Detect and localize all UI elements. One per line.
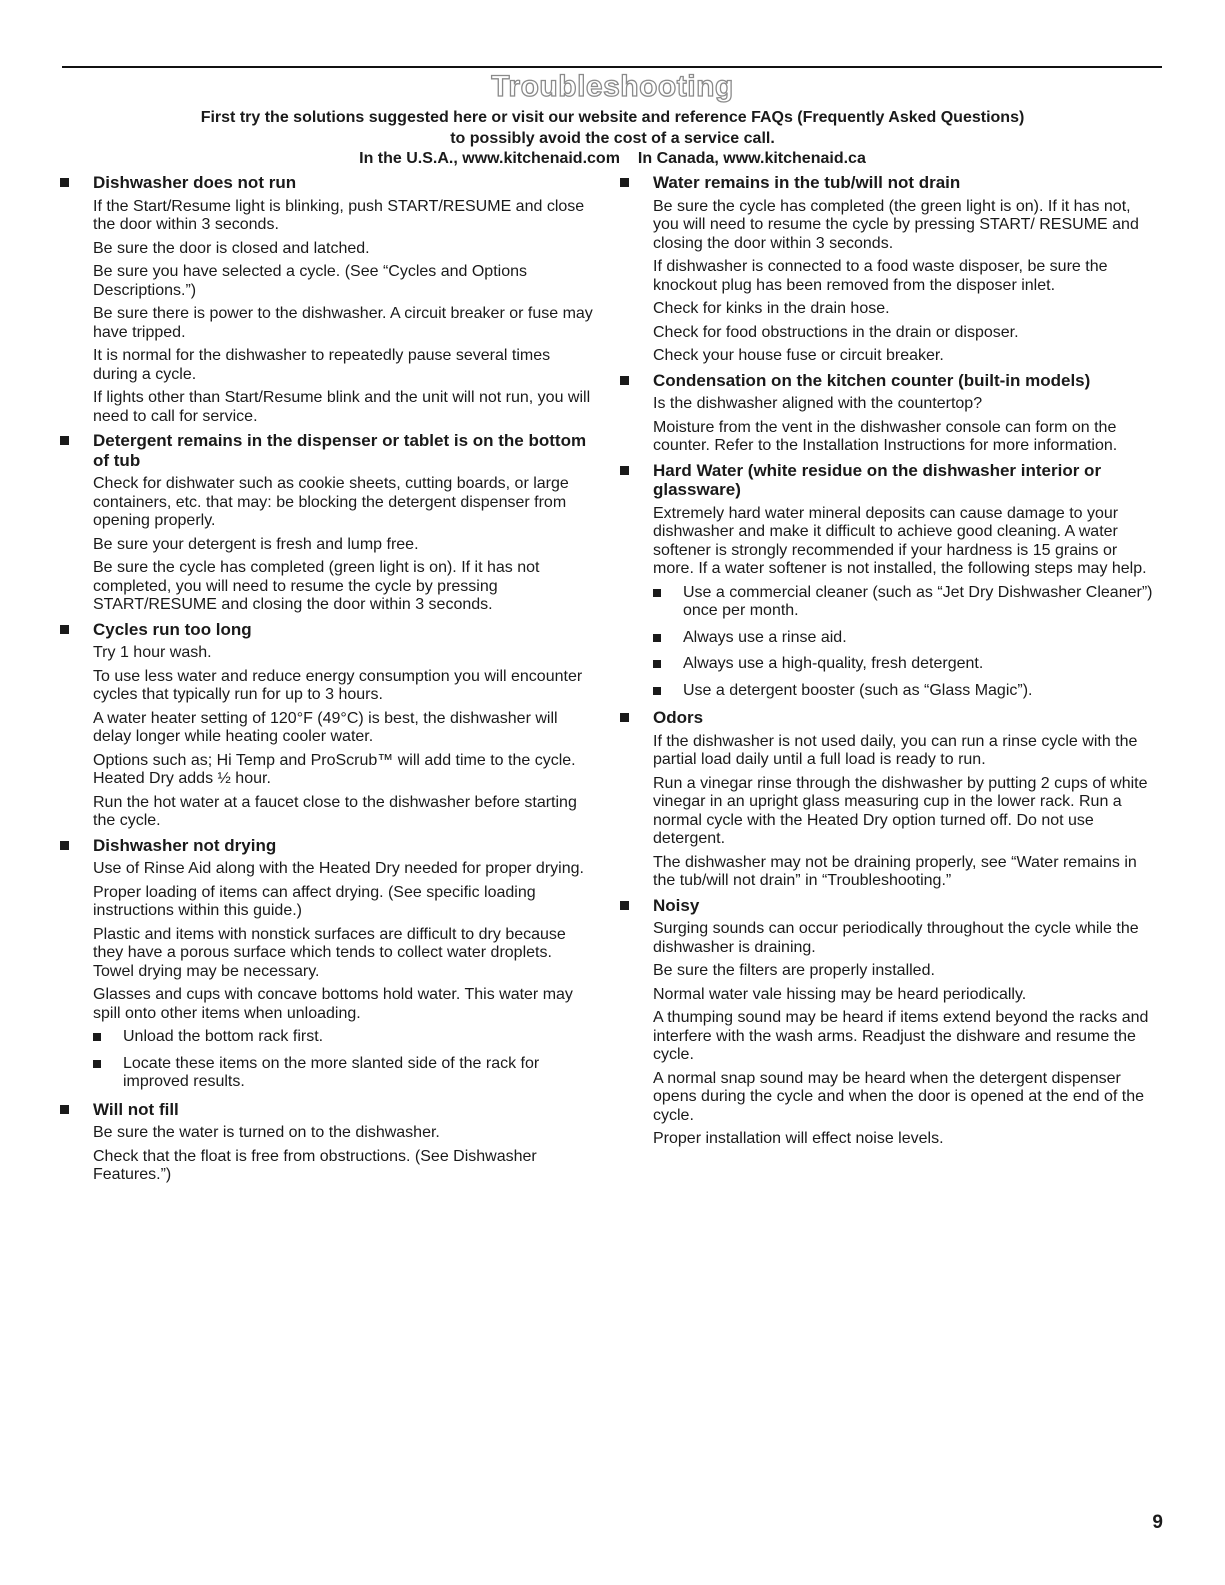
- section-water-remains: [620, 173, 1160, 366]
- paragraph: A thumping sound may be heard if items extend beyond the racks and interfere with the wash arms. Readjust the dishware and resume the cycle.: [653, 1009, 1149, 1063]
- us-website: In the U.S.A., www.kitchenaid.com: [359, 150, 620, 167]
- section-title: Will not fill: [93, 1099, 179, 1119]
- paragraph: If the Start/Resume light is blinking, push START/RESUME and close the door within 3 seconds.: [93, 197, 585, 233]
- paragraph: A normal snap sound may be heard when the detergent dispenser opens during the cycle and when the door is opened at the end of the cycle.: [653, 1069, 1145, 1124]
- page-number: 9: [1152, 1512, 1163, 1533]
- sub-list-item: [653, 682, 1160, 701]
- paragraph: If lights other than Start/Resume blink and the unit will not run, you will need to call for service.: [93, 389, 591, 425]
- section-will-not-fill: [60, 1100, 594, 1185]
- bullet-icon: [653, 589, 661, 597]
- section-title: Dishwasher not drying: [93, 835, 277, 855]
- bullet-icon: [60, 178, 69, 187]
- paragraph: Moisture from the vent in the dishwasher console can form on the counter. Refer to the Installation Instructions for more information.: [653, 418, 1118, 454]
- sub-item-text: Locate these items on the more slanted side of the rack for improved results.: [123, 1054, 540, 1090]
- paragraph: If the dishwasher is not used daily, you can run a rinse cycle with the partial load daily until a full load is ready to run.: [653, 732, 1138, 768]
- bullet-icon: [620, 178, 629, 187]
- section-noisy: [620, 896, 1160, 1149]
- bullet-icon: [620, 713, 629, 722]
- paragraph: Be sure your detergent is fresh and lump free.: [93, 535, 419, 553]
- paragraph: Surging sounds can occur periodically throughout the cycle while the dishwasher is draining.: [653, 920, 1139, 956]
- paragraph: Be sure you have selected a cycle. (See “Cycles and Options Descriptions.”): [93, 263, 527, 299]
- sub-list-item: [93, 1028, 594, 1047]
- paragraph: Check for dishwater such as cookie sheets, cutting boards, or large containers, etc. that may: be blocking the detergent dispenser from opening properly.: [93, 475, 569, 529]
- paragraph: Check that the float is free from obstructions. (See Dishwasher Features.”): [93, 1147, 537, 1183]
- paragraph: Be sure the water is turned on to the dishwasher.: [93, 1124, 440, 1141]
- paragraph: It is normal for the dishwasher to repeatedly pause several times during a cycle.: [93, 347, 551, 383]
- section-title: Detergent remains in the dispenser or tablet is on the bottom of tub: [93, 431, 587, 470]
- section-odors: [620, 708, 1160, 891]
- bullet-icon: [93, 1060, 101, 1068]
- bullet-icon: [60, 625, 69, 634]
- paragraph: Options such as; Hi Temp and ProScrub™ will add time to the cycle. Heated Dry adds ½ hour.: [93, 751, 576, 787]
- paragraph: Be sure there is power to the dishwasher. A circuit breaker or fuse may have tripped.: [93, 305, 593, 341]
- section-title: Noisy: [653, 895, 700, 915]
- paragraph: Is the dishwasher aligned with the countertop?: [653, 395, 983, 412]
- canada-website: In Canada, www.kitchenaid.ca: [637, 150, 866, 167]
- paragraph: Check your house fuse or circuit breaker.: [653, 347, 944, 364]
- paragraph: Run a vinegar rinse through the dishwasher by putting 2 cups of white vinegar in an upright glass measuring cup in the lower rack. Run a normal cycle with the Heated Dry option turned off. Do not use detergent.: [653, 774, 1148, 847]
- paragraph: Check for food obstructions in the drain or disposer.: [653, 323, 1019, 341]
- paragraph: Be sure the cycle has completed (the green light is on). If it has not, you will need to resume the cycle by pressing START/ RESUME and closing the door within 3 seconds.: [653, 197, 1139, 252]
- section-title: Hard Water (white residue on the dishwasher interior or glassware): [653, 460, 1102, 499]
- section-title: Cycles run too long: [93, 619, 252, 639]
- website-line: [0, 149, 1225, 170]
- paragraph: The dishwasher may not be draining properly, see “Water remains in the tub/will not drain” in “Troubleshooting.”: [653, 853, 1137, 889]
- sub-item-text: Always use a high-quality, fresh detergent.: [683, 655, 984, 672]
- paragraph: Be sure the cycle has completed (green light is on). If it has not completed, you will need to resume the cycle by pressing START/RESUME and closing the door within 3 seconds.: [93, 559, 540, 613]
- section-condensation: [620, 371, 1160, 456]
- section-title: Condensation on the kitchen counter (built-in models): [653, 370, 1091, 390]
- sub-list-item: [653, 655, 1160, 674]
- paragraph: Proper loading of items can affect drying. (See specific loading instructions within this guide.): [93, 883, 536, 919]
- paragraph: Glasses and cups with concave bottoms hold water. This water may spill onto other items when unloading.: [93, 986, 573, 1022]
- paragraph: Extremely hard water mineral deposits can cause damage to your dishwasher and make it difficult to achieve good cleaning. A water softener is strongly recommended if your hardness is 15 grains or more. If a water softener is not installed, the following steps may help.: [653, 504, 1147, 577]
- sub-list-item: [653, 629, 1160, 648]
- paragraph: Run the hot water at a faucet close to the dishwasher before starting the cycle.: [93, 793, 577, 829]
- right-column: [620, 173, 1160, 1154]
- paragraph: Plastic and items with nonstick surfaces are difficult to dry because they have a porous surface which tends to collect water droplets. Towel drying may be necessary.: [93, 925, 566, 980]
- paragraph: Check for kinks in the drain hose.: [653, 300, 890, 317]
- paragraph: Be sure the filters are properly installed.: [653, 962, 935, 979]
- section-detergent-remains: [60, 431, 594, 615]
- bullet-icon: [60, 1105, 69, 1114]
- sub-item-text: Use a commercial cleaner (such as “Jet Dry Dishwasher Cleaner”) once per month.: [683, 583, 1153, 619]
- bullet-icon: [620, 466, 629, 475]
- paragraph: If dishwasher is connected to a food waste disposer, be sure the knockout plug has been removed from the disposer inlet.: [653, 258, 1108, 294]
- section-hard-water: [620, 461, 1160, 701]
- sub-list-item: [93, 1055, 594, 1092]
- sub-list-item: [653, 584, 1160, 621]
- bullet-icon: [620, 376, 629, 385]
- section-title: Dishwasher does not run: [93, 173, 297, 192]
- paragraph: Use of Rinse Aid along with the Heated Dry needed for proper drying.: [93, 860, 584, 877]
- paragraph: A water heater setting of 120°F (49°C) is best, the dishwasher will delay longer while heating cooler water.: [93, 709, 558, 745]
- bullet-icon: [93, 1033, 101, 1041]
- sub-item-text: Unload the bottom rack first.: [123, 1028, 324, 1045]
- section-dishwasher-does-not-run: [60, 173, 594, 426]
- bullet-icon: [653, 687, 661, 695]
- bullet-icon: [60, 436, 69, 445]
- section-cycles-run-too-long: [60, 620, 594, 831]
- header-rule: [62, 66, 1162, 68]
- paragraph: Proper installation will effect noise levels.: [653, 1130, 944, 1147]
- sub-item-text: Always use a rinse aid.: [683, 628, 847, 646]
- sub-item-text: Use a detergent booster (such as “Glass Magic”).: [683, 681, 1033, 699]
- paragraph: Normal water vale hissing may be heard periodically.: [653, 985, 1027, 1003]
- intro-line-1: First try the solutions suggested here or visit our website and reference FAQs (Frequently Asked Questions): [200, 109, 1025, 126]
- section-dishwasher-not-drying: [60, 836, 594, 1092]
- page-title: Troubleshooting: [491, 70, 734, 103]
- section-title: Water remains in the tub/will not drain: [653, 173, 961, 192]
- bullet-icon: [620, 901, 629, 910]
- intro-block: [0, 108, 1225, 170]
- paragraph: To use less water and reduce energy consumption you will encounter cycles that typically run for up to 3 hours.: [93, 667, 583, 703]
- paragraph: Be sure the door is closed and latched.: [93, 239, 370, 257]
- bullet-icon: [653, 634, 661, 642]
- bullet-icon: [60, 841, 69, 850]
- bullet-icon: [653, 660, 661, 668]
- left-column: [60, 173, 594, 1190]
- intro-line-2: to possibly avoid the cost of a service call.: [450, 129, 775, 147]
- section-title: Odors: [653, 708, 704, 727]
- paragraph: Try 1 hour wash.: [93, 644, 212, 661]
